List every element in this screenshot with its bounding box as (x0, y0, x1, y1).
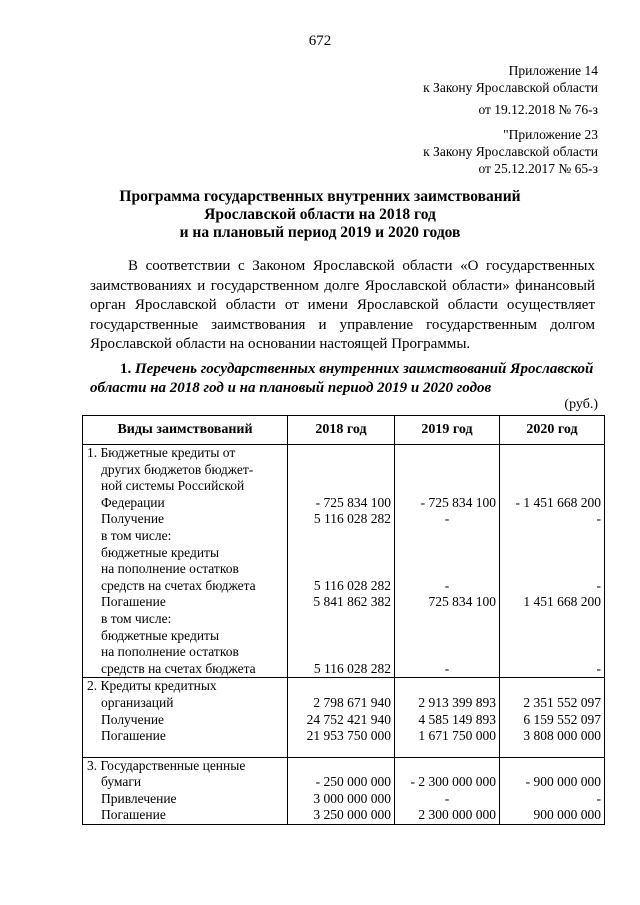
row-spacer (398, 745, 496, 757)
row-value (398, 478, 496, 495)
row-value (291, 628, 391, 645)
value-2018-cell (288, 757, 395, 824)
title-line1: Программа государственных внутренних заимствований (119, 188, 521, 205)
title-line2: Ярославской области на 2018 год (204, 206, 436, 223)
row-value (291, 545, 391, 562)
row-label: других бюджетов бюджет- (101, 461, 254, 477)
row-value (503, 628, 601, 645)
row-label: Погашение (101, 594, 166, 610)
appendix-current (423, 62, 598, 118)
value-2018-cell (288, 678, 395, 757)
value-2018-cell (288, 445, 395, 678)
row-spacer (291, 745, 391, 757)
row-value (291, 561, 391, 578)
row-label: 3. Государственные ценные (87, 757, 246, 773)
borrowings-table (82, 415, 605, 825)
row-value (503, 445, 601, 462)
page-number: 672 (308, 33, 332, 49)
row-value: 5 841 862 382 (313, 594, 391, 610)
row-value (398, 561, 496, 578)
row-value (503, 678, 601, 695)
row-value: 2 913 399 893 (418, 694, 496, 710)
row-value: - (444, 790, 450, 806)
row-value (291, 445, 391, 462)
row-label: Федерации (101, 494, 165, 510)
section-title: Перечень государственных внутренних заимствований Ярославской области на 2018 год и на плановый период 2019 и 2020 годов (90, 361, 594, 396)
row-value: - 1 451 668 200 (515, 494, 601, 510)
row-value (398, 644, 496, 661)
row-label: на пополнение остатков (101, 561, 239, 577)
table-header-row (83, 416, 605, 445)
row-value: 3 250 000 000 (313, 807, 391, 823)
row-value: 5 116 028 282 (313, 577, 391, 593)
row-value (291, 611, 391, 628)
row-value (291, 644, 391, 661)
table-row (83, 678, 605, 757)
row-value (291, 678, 391, 695)
unit-label: (руб.) (564, 397, 598, 412)
row-value (503, 545, 601, 562)
header-2018: 2018 год (288, 416, 395, 445)
row-value: 2 351 552 097 (523, 694, 601, 710)
intro-text: В соответствии с Законом Ярославской области «О государственных заимствованиях и государственном долге Ярославской области» финансовый орган Ярославской области от имени Ярославской области осуществляет государственные заимствования и управление государственным долгом Ярославской области на основании настоящей Программы. (90, 258, 595, 352)
row-label: на пополнение остатков (101, 644, 239, 660)
row-value: - (596, 511, 601, 527)
row-value: - 250 000 000 (315, 774, 391, 790)
row-label: в том числе: (101, 610, 172, 626)
row-value (398, 758, 496, 775)
row-value: - 725 834 100 (420, 494, 496, 510)
row-value: 3 000 000 000 (313, 790, 391, 806)
appendix-current-line2: к Закону Ярославской области (423, 80, 598, 95)
header-2019: 2019 год (395, 416, 500, 445)
row-value (398, 628, 496, 645)
row-value: - (596, 660, 601, 676)
row-label: бумаги (101, 774, 142, 790)
row-value (398, 678, 496, 695)
row-spacer (87, 745, 284, 757)
row-value: 3 808 000 000 (523, 728, 601, 744)
row-value (503, 611, 601, 628)
row-label: ной системы Российской (101, 478, 245, 494)
row-value: - (444, 577, 450, 593)
value-2019-cell (395, 678, 500, 757)
section-number: 1. (120, 361, 132, 377)
borrowing-label-cell (83, 445, 288, 678)
appendix-prior-line3: от 25.12.2017 № 65-з (478, 161, 598, 176)
row-value: 2 798 671 940 (313, 694, 391, 710)
row-value (503, 561, 601, 578)
value-2020-cell (500, 445, 605, 678)
table-row (83, 757, 605, 824)
row-value: 1 671 750 000 (418, 728, 496, 744)
row-value: - 2 300 000 000 (410, 774, 496, 790)
row-value: - (596, 577, 601, 593)
row-value: - (444, 511, 450, 527)
row-label: 1. Бюджетные кредиты от (87, 445, 236, 460)
row-value: 5 116 028 282 (313, 511, 391, 527)
row-value (291, 528, 391, 545)
document-title (80, 188, 560, 242)
row-label: Получение (101, 711, 165, 727)
row-label: Получение (101, 511, 165, 527)
row-value: 5 116 028 282 (313, 660, 391, 676)
title-line3: и на плановый период 2019 и 2020 годов (179, 224, 461, 241)
row-value (398, 462, 496, 479)
row-label: Привлечение (101, 790, 177, 806)
header-borrowing-type: Виды заимствований (83, 416, 288, 445)
borrowing-label-cell (83, 678, 288, 757)
row-value: - (444, 660, 450, 676)
value-2020-cell (500, 678, 605, 757)
row-value (503, 478, 601, 495)
appendix-current-line3: от 19.12.2018 № 76-з (478, 102, 598, 117)
row-label: средств на счетах бюджета (101, 660, 256, 676)
row-value (398, 528, 496, 545)
row-value (503, 528, 601, 545)
value-2019-cell (395, 445, 500, 678)
section-heading (90, 360, 600, 398)
row-label: бюджетные кредиты (101, 627, 220, 643)
row-label: бюджетные кредиты (101, 544, 220, 560)
row-value: - (596, 790, 601, 806)
row-value (291, 758, 391, 775)
borrowing-label-cell (83, 757, 288, 824)
row-value (398, 545, 496, 562)
row-value (398, 445, 496, 462)
row-value: 21 953 750 000 (306, 728, 391, 744)
row-value: 24 752 421 940 (306, 711, 391, 727)
row-label: Погашение (101, 728, 166, 744)
appendix-prior-line2: к Закону Ярославской области (423, 144, 598, 159)
row-value (503, 758, 601, 775)
row-label: Погашение (101, 807, 166, 823)
row-value (503, 644, 601, 661)
table-row (83, 445, 605, 678)
row-value: 6 159 552 097 (523, 711, 601, 727)
row-spacer (503, 745, 601, 757)
row-value (503, 462, 601, 479)
row-value: 1 451 668 200 (523, 594, 601, 610)
appendix-prior-line1: "Приложение 23 (503, 127, 598, 142)
appendix-prior (423, 126, 598, 177)
row-value: - 900 000 000 (525, 774, 601, 790)
value-2020-cell (500, 757, 605, 824)
appendix-current-line1: Приложение 14 (508, 63, 598, 78)
row-value: 900 000 000 (533, 807, 601, 823)
header-2020: 2020 год (500, 416, 605, 445)
row-value: 725 834 100 (428, 594, 496, 610)
row-value (291, 478, 391, 495)
intro-paragraph (90, 257, 595, 355)
table-body (83, 445, 605, 825)
row-label: средств на счетах бюджета (101, 577, 256, 593)
row-value (291, 462, 391, 479)
value-2019-cell (395, 757, 500, 824)
row-value (398, 611, 496, 628)
row-label: организаций (101, 694, 174, 710)
row-value: 2 300 000 000 (418, 807, 496, 823)
row-label: в том числе: (101, 527, 172, 543)
row-label: 2. Кредиты кредитных (87, 678, 217, 694)
row-value: 4 585 149 893 (418, 711, 496, 727)
row-value: - 725 834 100 (315, 494, 391, 510)
